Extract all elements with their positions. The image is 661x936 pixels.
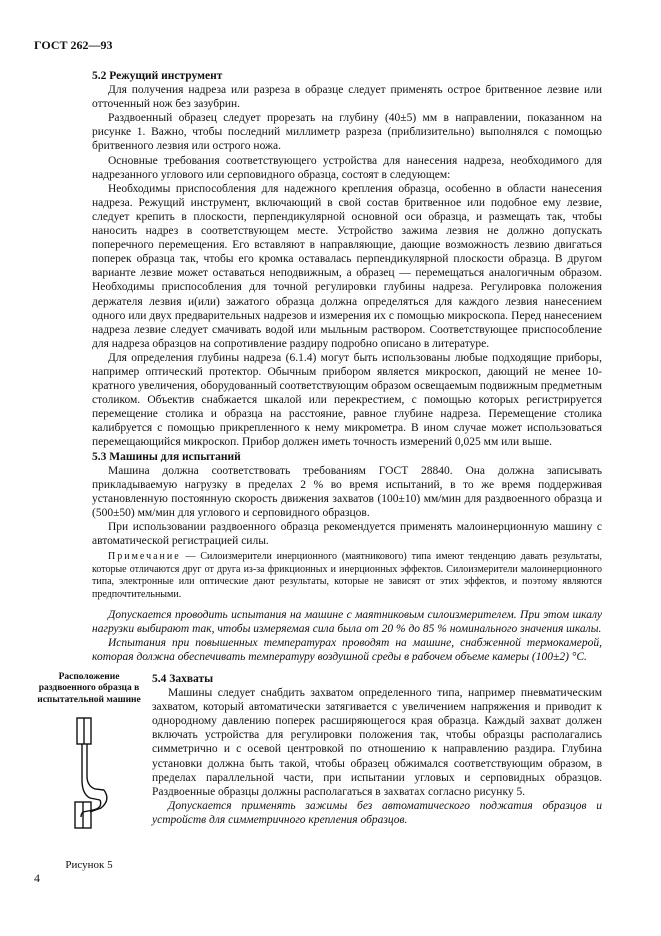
note-text: — Силоизмерители инерционного (маятникового) типа имеют тенденцию давать результаты, которые отличаются друг от друга из-за фрикционных и инерционных эффектов. Силоизмерители малоинерционного типа, электронные или оптические дают результаты, которые не зависят от этих эффектов, и поэтому являются предпочтительными.: [92, 551, 602, 600]
paragraph: Машины следует снабдить захватом определенного типа, например пневматическим захватом, который автоматически затягивается с увеличением напряжения и приводит к однородному давлению поперек расширяющегося края образца. Каждый захват должен включать устройства для регулировки положения так, чтобы образцы располагались симметрично и с осевой центровкой по отношению к направлению раздира. Глубина установки должна быть такой, чтобы образец обжимался соответствующим образом, в пределах параллельной части, при испытании угловых и серповидных образцов. Раздвоенные образцы должны располагаться в захватах согласно рисунку 5.: [152, 687, 602, 798]
paragraph: Основные требования соответствующего устройства для нанесения надреза, необходимого для надрезанного углового или серповидного образца, состоят в следующем:: [92, 154, 602, 181]
figure-caption: Расположение раздвоенного образца в испытательной машине: [37, 671, 141, 705]
document-header: ГОСТ 262—93: [34, 38, 113, 52]
paragraph: При использовании раздвоенного образца рекомендуется применять малоинерционную машину с автоматической регистрацией силы.: [92, 521, 602, 548]
figure-5: [36, 672, 142, 873]
split-specimen-drawing: [57, 714, 121, 832]
section-5-3-heading: 5.3 Машины для испытаний: [92, 450, 241, 463]
italic-paragraph: Допускается применять зажимы без автоматического поджатия образцов и устройств для симметричного крепления образцов.: [152, 799, 602, 826]
figure-label: Рисунок 5: [65, 859, 113, 872]
specimen-leg-lower: [87, 744, 104, 790]
document-body: [37, 69, 602, 873]
italic-paragraph: Допускается проводить испытания на машине с маятниковым силоизмерителем. При этом шкалу нагрузки выбирают так, чтобы измеряемая сила была от 20 % до 85 % номинального значения шкалы.: [92, 608, 602, 635]
figure-row: [36, 672, 602, 873]
section-5-4: [142, 672, 602, 873]
specimen-leg-upper: [82, 744, 100, 800]
note: [92, 551, 602, 601]
italic-paragraph: Испытания при повышенных температурах проводят на машине, снабженной термокамерой, которая должна обеспечивать температуру воздушной среды в рабочем объеме камеры (100±2) °С.: [92, 636, 602, 663]
page-number: 4: [34, 871, 40, 885]
section-5-2-heading: 5.2 Режущий инструмент: [92, 70, 223, 82]
paragraph: Необходимы приспособления для надежного крепления образца, особенно в области нанесения надреза. Режущий инструмент, включающий в свой состав бритвенное или подобное ему лезвие, следует крепить в плоскости, перпендикулярной основной оси образца, и размещать так, чтобы наносить надрез в соответствующем месте. Устройство зажима лезвия не должно допускать поперечного перемещения. Его вставляют в направляющие, дающие возможность лезвию двигаться поперек образца так, чтобы его кромка оставалась перпендикулярной плоскости образца. В другом варианте лезвие может оставаться неподвижным, а образец — перемещаться аналогичным образом. Необходимы приспособления для точной регулировки глубины надреза. Регулировка положения держателя лезвия и(или) зажатого образца должна определяться для каждого лезвия нанесением одного или двух предварительных надрезов и измерения их с помощью микроскопа. Перед нанесением надреза лезвие следует смачивать водой или мыльным раствором. Соответствующее приспособление для надреза образцов на сопротивление раздиру подробно описано в литературе.: [92, 182, 602, 350]
paragraph: Раздвоенный образец следует прорезать на глубину (40±5) мм в направлении, показанном на рисунке 1. Важно, чтобы последний миллиметр разреза (приблизительно) выполнялся с помощью бритвенного лезвия или острого ножа.: [92, 112, 602, 153]
paragraph: Машина должна соответствовать требованиям ГОСТ 28840. Она должна записывать прикладываемую нагрузку в пределах 2 % во время испытаний, в то же время поддерживая установленную постоянную скорость движения захватов (100±10) мм/мин для раздвоенного образца и (500±50) мм/мин для углового и серповидного образцов.: [92, 464, 602, 519]
note-label: Примечание: [108, 551, 181, 563]
section-5-4-heading: 5.4 Захваты: [152, 672, 214, 685]
paragraph: Для определения глубины надреза (6.1.4) могут быть использованы любые подходящие приборы, например оптический протектор. Обычным прибором является микроскоп, дающий не менее 10-кратного увеличения, оборудованный соответствующим образом освещаемым подвижным предметным столиком. Объектив снабжается шкалой или перекрестием, с помощью которых регистрируется перемещение столика и образца на расстояние, равное глубине надреза. Перемещение столика калибруется с помощью прикрепленного к нему микрометра. В ином случае может использоваться перемещающийся микроскоп. Прибор должен иметь точность измерений 0,025 мм или выше.: [92, 351, 602, 449]
paragraph: Для получения надреза или разреза в образце следует применять острое бритвенное лезвие или отточенный нож без зазубрин.: [92, 84, 602, 111]
